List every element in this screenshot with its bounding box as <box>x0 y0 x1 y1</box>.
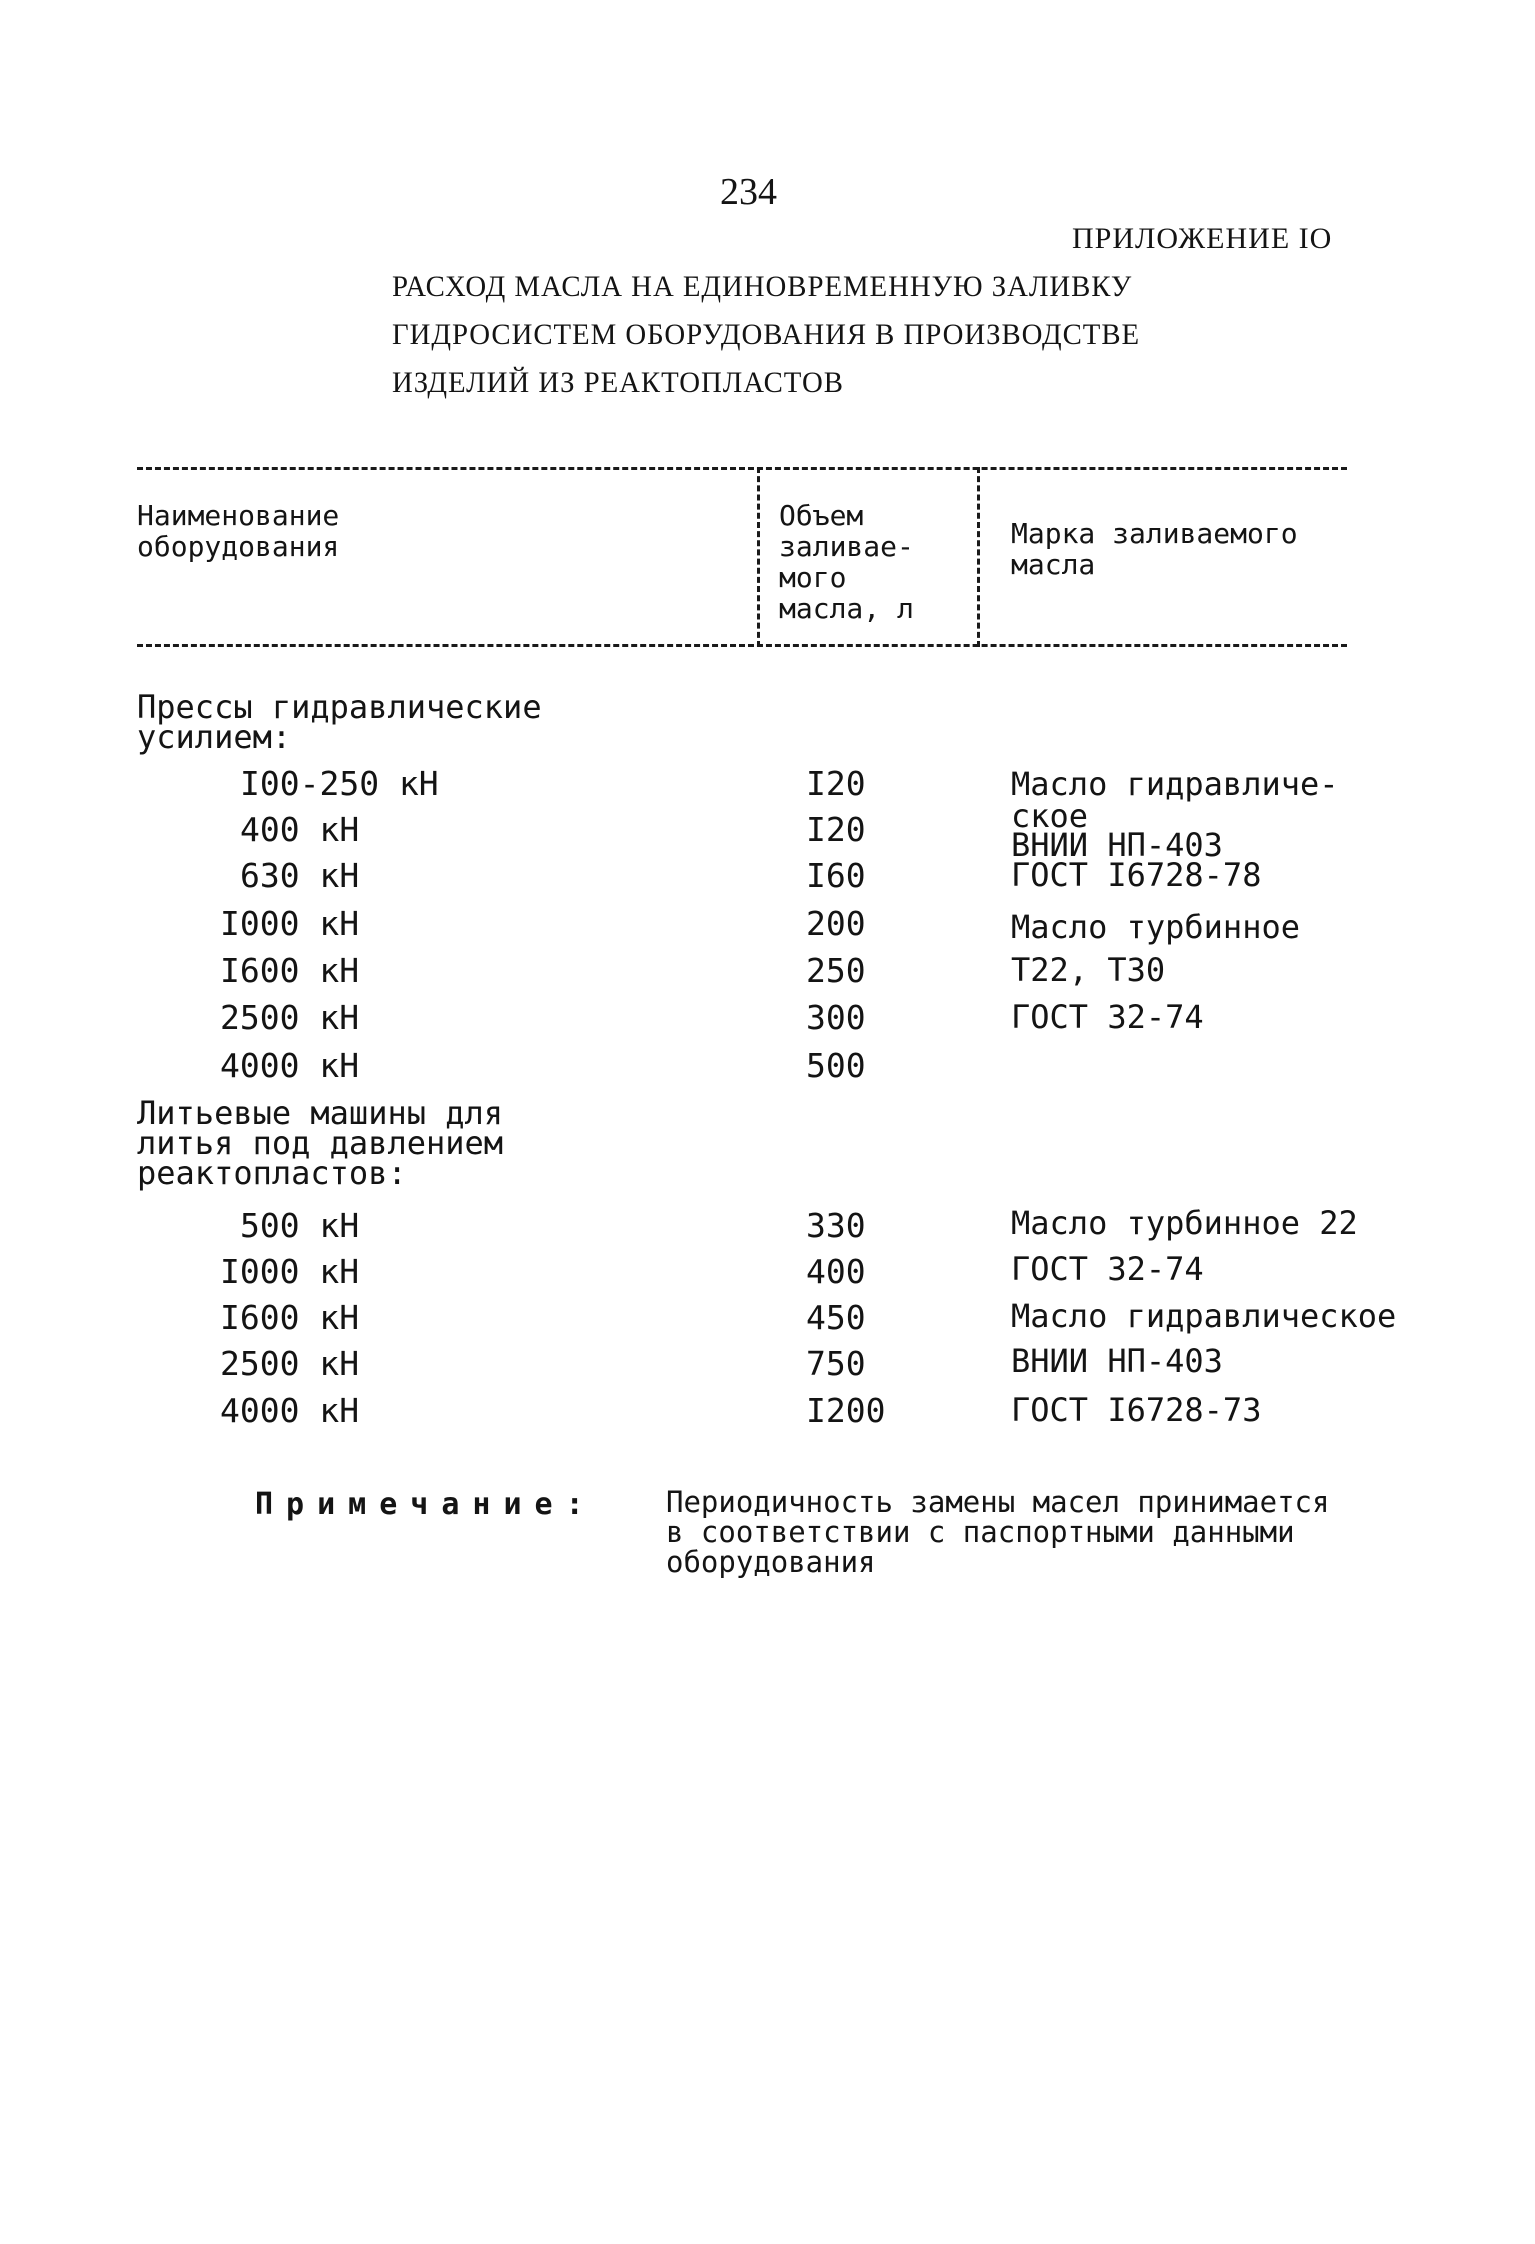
volume-value: I20 <box>806 810 866 849</box>
volume-value: 250 <box>806 951 866 990</box>
force-value: 630 кН <box>240 856 360 895</box>
force-value: 4000 кН <box>220 1046 360 1085</box>
volume-value: 450 <box>806 1298 866 1337</box>
column-divider-1 <box>757 467 760 647</box>
header-volume: Объем заливае- мого масла, л <box>779 499 914 625</box>
volume-value: 500 <box>806 1046 866 1085</box>
volume-value: 300 <box>806 998 866 1037</box>
group-injection-machines-label: Литьевые машины для литья под давлением реактопластов: <box>137 1094 504 1192</box>
force-value: 400 кН <box>240 810 360 849</box>
volume-value: I20 <box>806 764 866 803</box>
force-value: I600 кН <box>220 951 360 990</box>
force-value: 2500 кН <box>220 1344 360 1383</box>
volume-value: 330 <box>806 1206 866 1245</box>
volume-value: 400 <box>806 1252 866 1291</box>
header-equipment: Наименование оборудования <box>137 499 340 563</box>
column-divider-2 <box>977 467 980 647</box>
volume-value: I200 <box>806 1391 886 1430</box>
oil-grade-text: ВНИИ НП-403 <box>1011 826 1223 864</box>
force-value: 4000 кН <box>220 1391 360 1430</box>
oil-grade-text: Масло турбинное 22 <box>1011 1204 1358 1242</box>
oil-grade-text: ВНИИ НП-403 <box>1011 1342 1223 1380</box>
force-value: 2500 кН <box>220 998 360 1037</box>
oil-grade-text: ГОСТ 32-74 <box>1011 998 1204 1036</box>
document-title-line-3: ИЗДЕЛИЙ ИЗ РЕАКТОПЛАСТОВ <box>392 366 844 399</box>
document-title-line-2: ГИДРОСИСТЕМ ОБОРУДОВАНИЯ В ПРОИЗВОДСТВЕ <box>392 318 1141 351</box>
oil-grade-text: ГОСТ 32-74 <box>1011 1250 1204 1288</box>
header-grade: Марка заливаемого масла <box>1011 517 1298 581</box>
volume-value: 750 <box>806 1344 866 1383</box>
volume-value: I60 <box>806 856 866 895</box>
table-header-bottom-rule <box>137 644 1347 647</box>
force-value: 500 кН <box>240 1206 360 1245</box>
document-title-line-1: РАСХОД МАСЛА НА ЕДИНОВРЕМЕННУЮ ЗАЛИВКУ <box>392 270 1133 303</box>
oil-grade-text: Масло гидравлическое <box>1011 1297 1397 1335</box>
force-value: I000 кН <box>220 904 360 943</box>
page-number: 234 <box>720 171 777 213</box>
table-top-rule <box>137 467 1347 470</box>
force-value: I600 кН <box>220 1298 360 1337</box>
group-presses-label: Прессы гидравлические усилием: <box>137 688 542 756</box>
force-value: I000 кН <box>220 1252 360 1291</box>
oil-grade-text: ГОСТ I6728-78 <box>1011 856 1262 894</box>
oil-grade-text: Т22, Т30 <box>1011 951 1166 989</box>
volume-value: 200 <box>806 904 866 943</box>
oil-grade-text: Масло гидравличе- ское <box>1011 765 1339 835</box>
note-label: Примечание: <box>255 1487 597 1522</box>
force-value: I00-250 кН <box>240 764 439 803</box>
oil-grade-text: Масло турбинное <box>1011 908 1300 946</box>
oil-grade-text: ГОСТ I6728-73 <box>1011 1391 1262 1429</box>
appendix-label: ПРИЛОЖЕНИЕ IO <box>1072 222 1333 255</box>
note-text: Периодичность замены масел принимается в соответствии с паспортными данными оборудования <box>666 1485 1330 1579</box>
